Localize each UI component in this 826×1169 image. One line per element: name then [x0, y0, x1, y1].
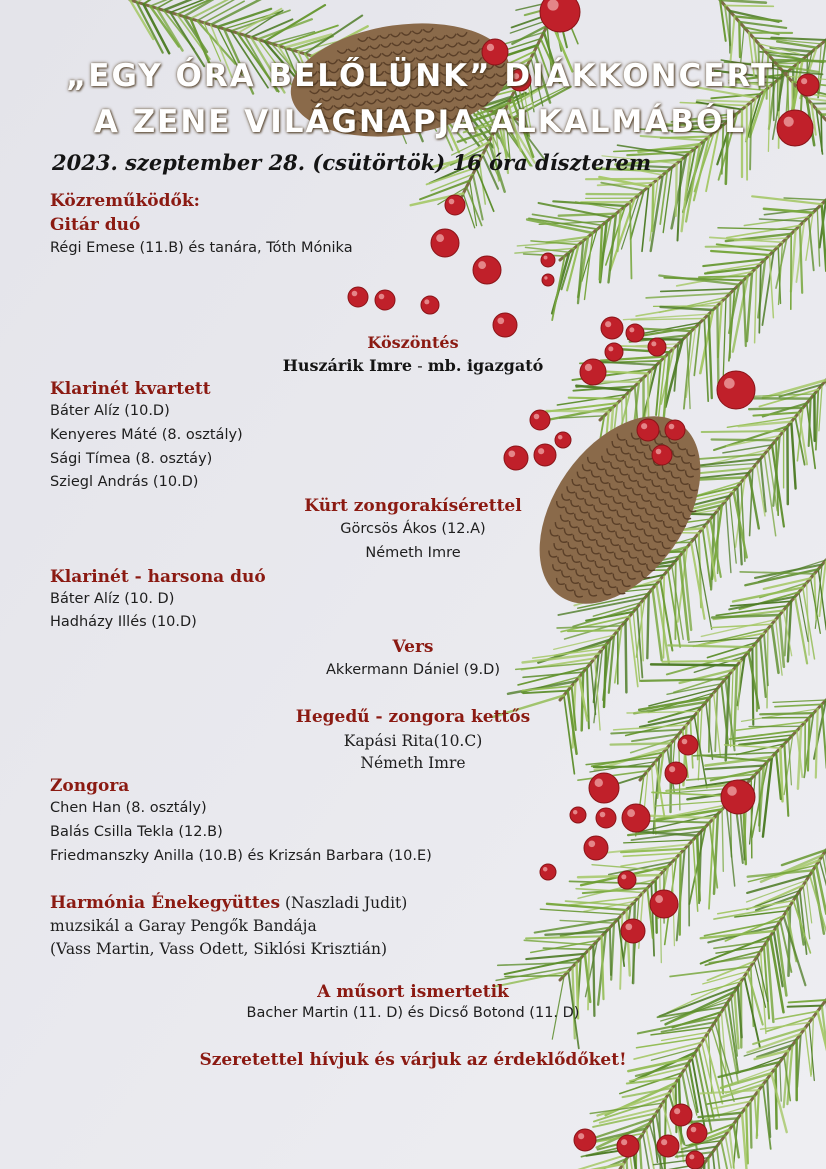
clarinet-trombone-member: Báter Alíz (10. D)	[50, 591, 175, 607]
greeting-separator: -	[412, 356, 428, 375]
clarinet-quartet-title: Klarinét kvartett	[50, 379, 211, 399]
piano-member: Friedmanszky Anilla (10.B) és Krizsán Barbara (10.E)	[50, 848, 432, 864]
greeting-title: Köszöntés	[367, 333, 459, 352]
guitar-duo-line: Régi Emese (11.B) és tanára, Tóth Mónika	[50, 240, 353, 256]
violin-piano-member: Kapási Rita(10.C)	[343, 732, 483, 750]
choir-line-2: muzsikál a Garay Pengők Bandája	[50, 917, 317, 935]
piano-member: Chen Han (8. osztály)	[50, 800, 207, 816]
principal-name: Huszárik Imre	[282, 356, 413, 375]
choir-leader: (Naszladi Judit)	[280, 894, 408, 912]
piano-member: Balás Csilla Tekla (12.B)	[50, 824, 223, 840]
clarinet-quartet-member: Báter Alíz (10.D)	[50, 403, 170, 419]
principal-role: mb. igazgató	[427, 356, 544, 375]
violin-piano-title: Hegedű - zongora kettős	[295, 707, 531, 727]
choir-line-3: (Vass Martin, Vass Odett, Siklósi Krisztián)	[50, 940, 388, 958]
violin-piano-member: Németh Imre	[360, 754, 466, 772]
horn-member: Németh Imre	[365, 545, 461, 561]
clarinet-quartet-member: Kenyeres Máté (8. osztály)	[50, 427, 243, 443]
choir-line-1	[50, 893, 407, 913]
horn-title: Kürt zongorakísérettel	[304, 496, 522, 516]
choir-title: Harmónia Énekegyüttes	[50, 893, 281, 913]
clarinet-quartet-member: Sági Tímea (8. osztáy)	[50, 451, 213, 467]
closing-invitation: Szeretettel hívjuk és várjuk az érdeklődőket!	[199, 1050, 627, 1070]
performers-heading: Közreműködők:	[50, 191, 200, 211]
event-date: 2023. szeptember 28. (csütörtök) 16 óra díszterem	[52, 150, 652, 175]
horn-member: Görcsös Ákos (12.A)	[340, 521, 486, 537]
clarinet-trombone-title: Klarinét - harsona duó	[50, 567, 266, 587]
poem-member: Akkermann Dániel (9.D)	[326, 662, 500, 678]
hosts-title: A műsort ismertetik	[317, 982, 509, 1002]
title-line-1: „EGY ÓRA BELŐLÜNK” DIÁKKONCERT	[65, 58, 775, 94]
clarinet-trombone-member: Hadházy Illés (10.D)	[50, 614, 197, 630]
guitar-duo-title: Gitár duó	[50, 215, 141, 235]
greeting-line	[283, 356, 544, 375]
title-line-2: A ZENE VILÁGNAPJA ALKALMÁBÓL	[93, 104, 747, 140]
clarinet-quartet-member: Sziegl András (10.D)	[50, 474, 199, 490]
hosts-line: Bacher Martin (11. D) és Dicső Botond (11. D)	[246, 1005, 580, 1021]
poem-title: Vers	[392, 637, 434, 657]
piano-title: Zongora	[50, 776, 130, 796]
